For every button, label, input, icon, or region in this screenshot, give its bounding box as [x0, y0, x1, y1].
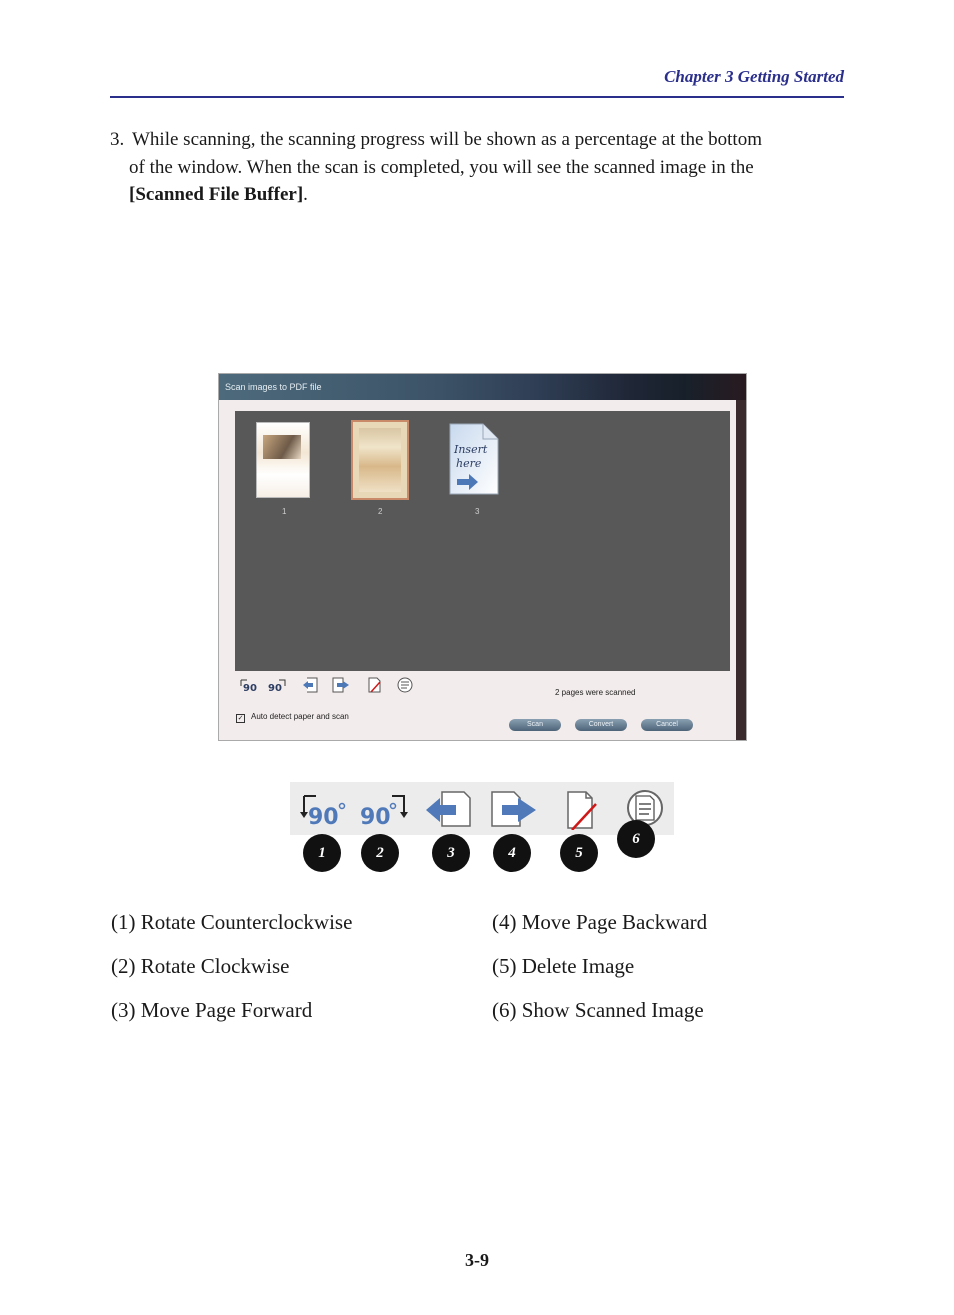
legend-item-3: (3) Move Page Forward	[111, 998, 313, 1022]
convert-button[interactable]: Convert	[575, 719, 627, 731]
step-line-2: of the window. When the scan is completed, you will see the scanned image in the	[129, 156, 754, 178]
move-backward-icon[interactable]	[301, 676, 321, 694]
thumbnail-page-2[interactable]	[351, 420, 409, 500]
auto-detect-label: Auto detect paper and scan	[251, 712, 349, 721]
thumbnail-page-1[interactable]	[256, 422, 310, 498]
step-line-1: While scanning, the scanning progress will be shown as a percentage at the bottom	[132, 129, 762, 150]
insert-here-placeholder[interactable]	[449, 423, 499, 495]
scan-button[interactable]: Scan	[509, 719, 561, 731]
window-titlebar	[219, 374, 747, 400]
show-image-icon[interactable]	[395, 676, 415, 694]
scanned-file-buffer[interactable]	[235, 411, 730, 671]
legend-item-1: (1) Rotate Counterclockwise	[111, 910, 353, 934]
rotate-ccw-icon[interactable]	[239, 676, 259, 694]
delete-image-icon[interactable]	[365, 676, 385, 694]
badge-2: 2	[361, 834, 399, 872]
svg-text:here: here	[456, 457, 482, 470]
enlarged-toolbar	[290, 782, 674, 835]
window-edge	[736, 400, 746, 741]
badge-5: 5	[560, 834, 598, 872]
chapter-header: Chapter 3 Getting Started	[664, 67, 844, 86]
svg-text:90: 90	[308, 805, 339, 830]
move-backward-icon	[424, 786, 474, 830]
move-forward-icon[interactable]	[331, 676, 351, 694]
scan-status: 2 pages were scanned	[555, 688, 636, 697]
move-forward-icon	[488, 786, 538, 830]
page-number: 3-9	[465, 1250, 489, 1270]
thumbnail-photo	[359, 428, 401, 492]
thumbnail-number: 3	[475, 507, 480, 516]
window-title: Scan images to PDF file	[225, 382, 322, 392]
rotate-cw-icon[interactable]	[267, 676, 287, 694]
svg-text:Insert: Insert	[454, 443, 488, 456]
legend-item-5: (5) Delete Image	[492, 954, 635, 978]
scanned-file-buffer-term: [Scanned File Buffer]	[129, 184, 304, 205]
legend-item-4: (4) Move Page Backward	[492, 910, 708, 934]
thumbnail-number: 2	[378, 507, 383, 516]
svg-text:90: 90	[243, 683, 257, 694]
step-line-3	[129, 181, 844, 209]
cancel-button[interactable]: Cancel	[641, 719, 693, 731]
step-period: .	[303, 184, 308, 205]
badge-3: 3	[432, 834, 470, 872]
auto-detect-checkbox[interactable]: ✓	[237, 715, 244, 722]
badge-1: 1	[303, 834, 341, 872]
thumbnail-number: 1	[282, 507, 287, 516]
svg-text:90: 90	[268, 683, 282, 694]
step-number: 3.	[110, 129, 125, 150]
scan-window	[218, 373, 747, 741]
rotate-cw-icon	[358, 786, 408, 830]
legend-item-6: (6) Show Scanned Image	[492, 998, 704, 1022]
step-paragraph	[110, 126, 844, 209]
delete-image-icon	[558, 786, 608, 830]
badge-4: 4	[493, 834, 531, 872]
rotate-ccw-icon	[298, 786, 348, 830]
thumbnail-photo	[263, 435, 301, 459]
badge-6: 6	[617, 820, 655, 858]
auto-detect-option[interactable]	[236, 712, 349, 723]
svg-text:90: 90	[360, 805, 391, 830]
header-rule	[110, 96, 844, 98]
legend-item-2: (2) Rotate Clockwise	[111, 954, 290, 978]
